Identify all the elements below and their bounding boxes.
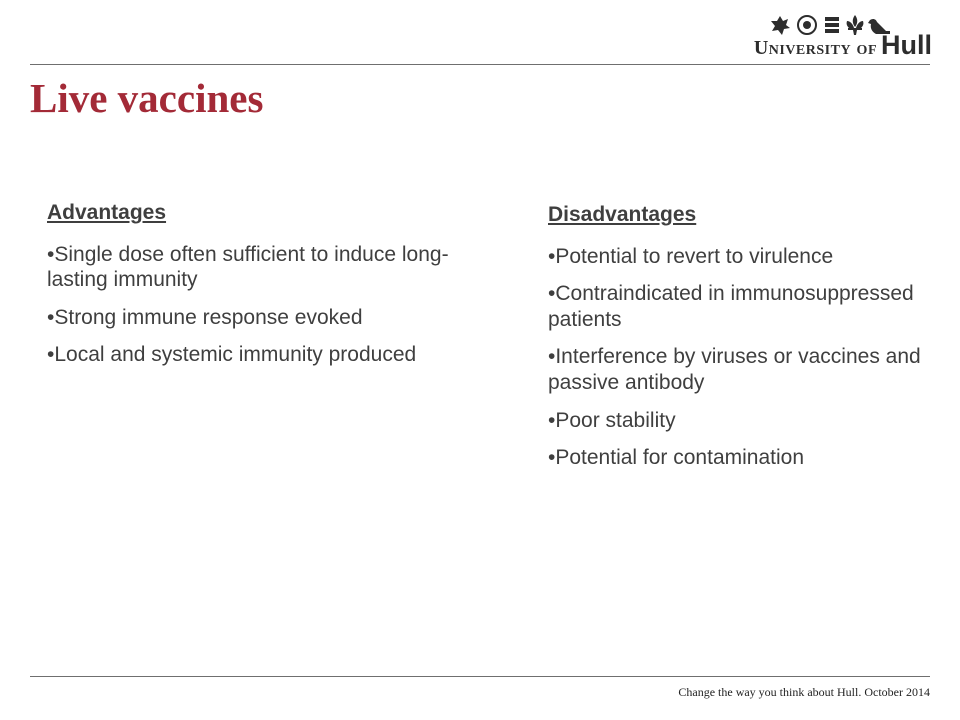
- advantage-item: •Strong immune response evoked: [47, 305, 363, 329]
- advantages-heading: Advantages: [47, 201, 167, 224]
- disadvantages-column: [548, 202, 928, 483]
- advantages-column: [47, 200, 467, 380]
- disadvantage-item: •Poor stability: [548, 408, 676, 432]
- logo-hull-text: Hull: [881, 30, 932, 60]
- advantage-item: •Local and systemic immunity produced: [47, 343, 417, 367]
- disadvantage-item: •Potential for contamination: [548, 446, 804, 470]
- bottom-divider: [30, 676, 930, 677]
- advantage-item: •Single dose often sufficient to induce long-lasting immunity: [47, 242, 449, 292]
- footer-text: Change the way you think about Hull. October 2014: [678, 685, 930, 699]
- slide-title: Live vaccines: [30, 75, 264, 121]
- disadvantage-item: •Potential to revert to virulence: [548, 244, 834, 268]
- disadvantages-heading: Disadvantages: [548, 203, 697, 226]
- disadvantage-item: •Contraindicated in immunosuppressed patients: [548, 282, 914, 331]
- top-divider: [30, 64, 930, 65]
- university-logo: [752, 14, 932, 60]
- disadvantage-item: •Interference by viruses or vaccines and passive antibody: [548, 345, 921, 395]
- logo-wordmark: [754, 32, 932, 59]
- crown-icon: [825, 17, 839, 33]
- logo-university-text: University of: [753, 37, 877, 59]
